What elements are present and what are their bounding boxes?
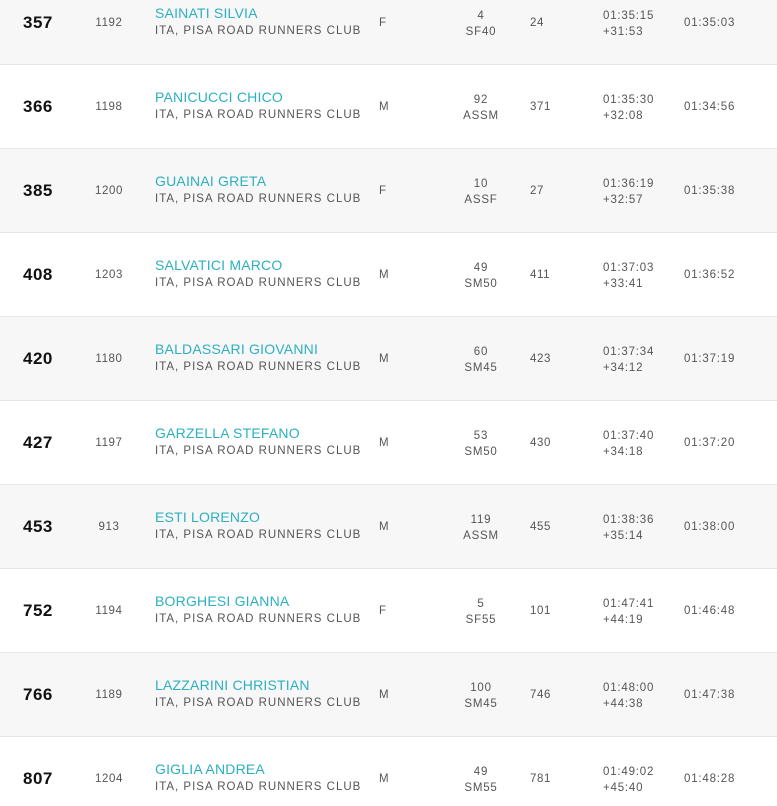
- sex-rank: 101: [530, 605, 551, 617]
- athlete-info: [155, 173, 361, 206]
- time-gap: +44:19: [603, 614, 644, 626]
- result-row: [0, 233, 777, 317]
- overall-position: 752: [23, 601, 53, 620]
- time-cell: [603, 512, 654, 544]
- athlete-sex: F: [379, 17, 387, 29]
- overall-position: 427: [23, 433, 53, 452]
- overall-position: 420: [23, 349, 53, 368]
- athlete-sex: M: [379, 437, 389, 449]
- net-time: 01:35:38: [684, 185, 736, 197]
- category-cell: [455, 344, 507, 376]
- category-code: SM45: [464, 698, 498, 710]
- finish-time: 01:37:03: [603, 262, 655, 274]
- overall-position: 385: [23, 181, 53, 200]
- athlete-club: ITA, PISA ROAD RUNNERS CLUB: [155, 445, 362, 457]
- net-time: 01:47:38: [684, 689, 736, 701]
- athlete-name-link[interactable]: BALDASSARI GIOVANNI: [155, 341, 319, 357]
- athlete-sex: M: [379, 353, 389, 365]
- athlete-club: ITA, PISA ROAD RUNNERS CLUB: [155, 193, 362, 205]
- overall-position: 807: [23, 769, 53, 788]
- athlete-name-link[interactable]: SALVATICI MARCO: [155, 257, 283, 273]
- athlete-sex: M: [379, 269, 389, 281]
- category-rank: 49: [473, 766, 489, 778]
- net-time: 01:38:00: [684, 521, 736, 533]
- category-rank: 49: [473, 262, 489, 274]
- sex-rank: 411: [530, 269, 551, 281]
- overall-position: 408: [23, 265, 53, 284]
- net-time: 01:37:19: [684, 353, 736, 365]
- time-cell: [603, 680, 654, 712]
- category-code: SF40: [465, 26, 497, 38]
- category-code: SM55: [464, 782, 498, 794]
- sex-rank: 455: [530, 521, 551, 533]
- result-row: [0, 317, 777, 401]
- net-time: 01:37:20: [684, 437, 736, 449]
- time-gap: +32:08: [603, 110, 644, 122]
- finish-time: 01:37:40: [603, 430, 655, 442]
- sex-rank: 430: [530, 437, 551, 449]
- result-row: [0, 65, 777, 149]
- athlete-club: ITA, PISA ROAD RUNNERS CLUB: [155, 529, 362, 541]
- overall-position: 766: [23, 685, 53, 704]
- category-cell: [455, 764, 507, 796]
- category-rank: 10: [473, 178, 489, 190]
- athlete-info: [155, 89, 361, 122]
- athlete-info: [155, 677, 361, 710]
- athlete-info: [155, 257, 361, 290]
- net-time: 01:36:52: [684, 269, 736, 281]
- time-gap: +35:14: [603, 530, 644, 542]
- athlete-info: [155, 761, 361, 794]
- time-gap: +31:53: [603, 26, 644, 38]
- athlete-sex: M: [379, 773, 389, 785]
- athlete-info: [155, 509, 361, 542]
- category-cell: [455, 92, 507, 124]
- athlete-name-link[interactable]: ESTI LORENZO: [155, 509, 261, 525]
- category-rank: 4: [477, 10, 485, 22]
- category-rank: 119: [470, 514, 492, 526]
- category-cell: [455, 680, 507, 712]
- category-rank: 92: [473, 94, 489, 106]
- time-cell: [603, 344, 654, 376]
- result-row: [0, 569, 777, 653]
- category-rank: 60: [473, 346, 489, 358]
- athlete-name-link[interactable]: PANICUCCI CHICO: [155, 89, 283, 105]
- athlete-club: ITA, PISA ROAD RUNNERS CLUB: [155, 361, 362, 373]
- athlete-name-link[interactable]: SAINATI SILVIA: [155, 5, 258, 21]
- sex-rank: 781: [530, 773, 551, 785]
- athlete-club: ITA, PISA ROAD RUNNERS CLUB: [155, 25, 362, 37]
- category-code: SF55: [465, 614, 497, 626]
- bib-number: 1180: [95, 353, 123, 365]
- time-cell: [603, 260, 654, 292]
- bib-number: 1194: [95, 605, 123, 617]
- finish-time: 01:38:36: [603, 514, 655, 526]
- category-rank: 53: [473, 430, 489, 442]
- net-time: 01:48:28: [684, 773, 736, 785]
- finish-time: 01:48:00: [603, 682, 655, 694]
- athlete-info: [155, 5, 361, 38]
- time-cell: [603, 8, 654, 40]
- bib-number: 913: [98, 521, 120, 533]
- bib-number: 1189: [95, 689, 123, 701]
- time-cell: [603, 596, 654, 628]
- finish-time: 01:47:41: [603, 598, 655, 610]
- bib-number: 1204: [95, 773, 123, 785]
- athlete-sex: F: [379, 185, 387, 197]
- category-code: SM50: [464, 446, 498, 458]
- net-time: 01:46:48: [684, 605, 736, 617]
- time-cell: [603, 428, 654, 460]
- category-rank: 100: [470, 682, 492, 694]
- result-row: [0, 737, 777, 806]
- result-row: [0, 401, 777, 485]
- sex-rank: 371: [530, 101, 551, 113]
- athlete-sex: M: [379, 101, 389, 113]
- time-gap: +34:18: [603, 446, 644, 458]
- athlete-name-link[interactable]: LAZZARINI CHRISTIAN: [155, 677, 310, 693]
- overall-position: 357: [23, 13, 53, 32]
- athlete-club: ITA, PISA ROAD RUNNERS CLUB: [155, 613, 362, 625]
- sex-rank: 746: [530, 689, 551, 701]
- athlete-club: ITA, PISA ROAD RUNNERS CLUB: [155, 697, 362, 709]
- time-gap: +34:12: [603, 362, 644, 374]
- overall-position: 366: [23, 97, 53, 116]
- bib-number: 1200: [95, 185, 123, 197]
- athlete-name-link[interactable]: BORGHESI GIANNA: [155, 593, 290, 609]
- bib-number: 1198: [95, 101, 123, 113]
- athlete-name-link[interactable]: GARZELLA STEFANO: [155, 425, 300, 441]
- time-gap: +45:40: [603, 782, 644, 794]
- category-code: ASSM: [463, 530, 499, 542]
- time-gap: +44:38: [603, 698, 644, 710]
- athlete-info: [155, 593, 361, 626]
- athlete-club: ITA, PISA ROAD RUNNERS CLUB: [155, 277, 362, 289]
- category-cell: [455, 596, 507, 628]
- athlete-name-link[interactable]: GIGLIA ANDREA: [155, 761, 265, 777]
- time-cell: [603, 764, 654, 796]
- finish-time: 01:49:02: [603, 766, 655, 778]
- finish-time: 01:36:19: [603, 178, 655, 190]
- bib-number: 1197: [95, 437, 123, 449]
- result-row: [0, 0, 777, 65]
- category-code: SM50: [464, 278, 498, 290]
- category-code: ASSM: [463, 110, 499, 122]
- category-cell: [455, 512, 507, 544]
- net-time: 01:34:56: [684, 101, 736, 113]
- result-row: [0, 149, 777, 233]
- bib-number: 1203: [95, 269, 123, 281]
- result-row: [0, 485, 777, 569]
- net-time: 01:35:03: [684, 17, 736, 29]
- category-code: SM45: [464, 362, 498, 374]
- athlete-sex: M: [379, 521, 389, 533]
- category-code: ASSF: [464, 194, 498, 206]
- athlete-info: [155, 425, 361, 458]
- time-gap: +33:41: [603, 278, 644, 290]
- athlete-sex: M: [379, 689, 389, 701]
- finish-time: 01:35:30: [603, 94, 655, 106]
- bib-number: 1192: [95, 17, 123, 29]
- finish-time: 01:37:34: [603, 346, 655, 358]
- time-cell: [603, 176, 654, 208]
- sex-rank: 423: [530, 353, 551, 365]
- finish-time: 01:35:15: [603, 10, 655, 22]
- time-gap: +32:57: [603, 194, 644, 206]
- category-cell: [455, 260, 507, 292]
- category-cell: [455, 428, 507, 460]
- athlete-club: ITA, PISA ROAD RUNNERS CLUB: [155, 109, 362, 121]
- category-cell: [455, 8, 507, 40]
- category-cell: [455, 176, 507, 208]
- time-cell: [603, 92, 654, 124]
- overall-position: 453: [23, 517, 53, 536]
- sex-rank: 24: [530, 17, 544, 29]
- athlete-name-link[interactable]: GUAINAI GRETA: [155, 173, 267, 189]
- category-rank: 5: [477, 598, 485, 610]
- athlete-sex: F: [379, 605, 387, 617]
- athlete-club: ITA, PISA ROAD RUNNERS CLUB: [155, 781, 362, 793]
- athlete-info: [155, 341, 361, 374]
- result-row: [0, 653, 777, 737]
- sex-rank: 27: [530, 185, 544, 197]
